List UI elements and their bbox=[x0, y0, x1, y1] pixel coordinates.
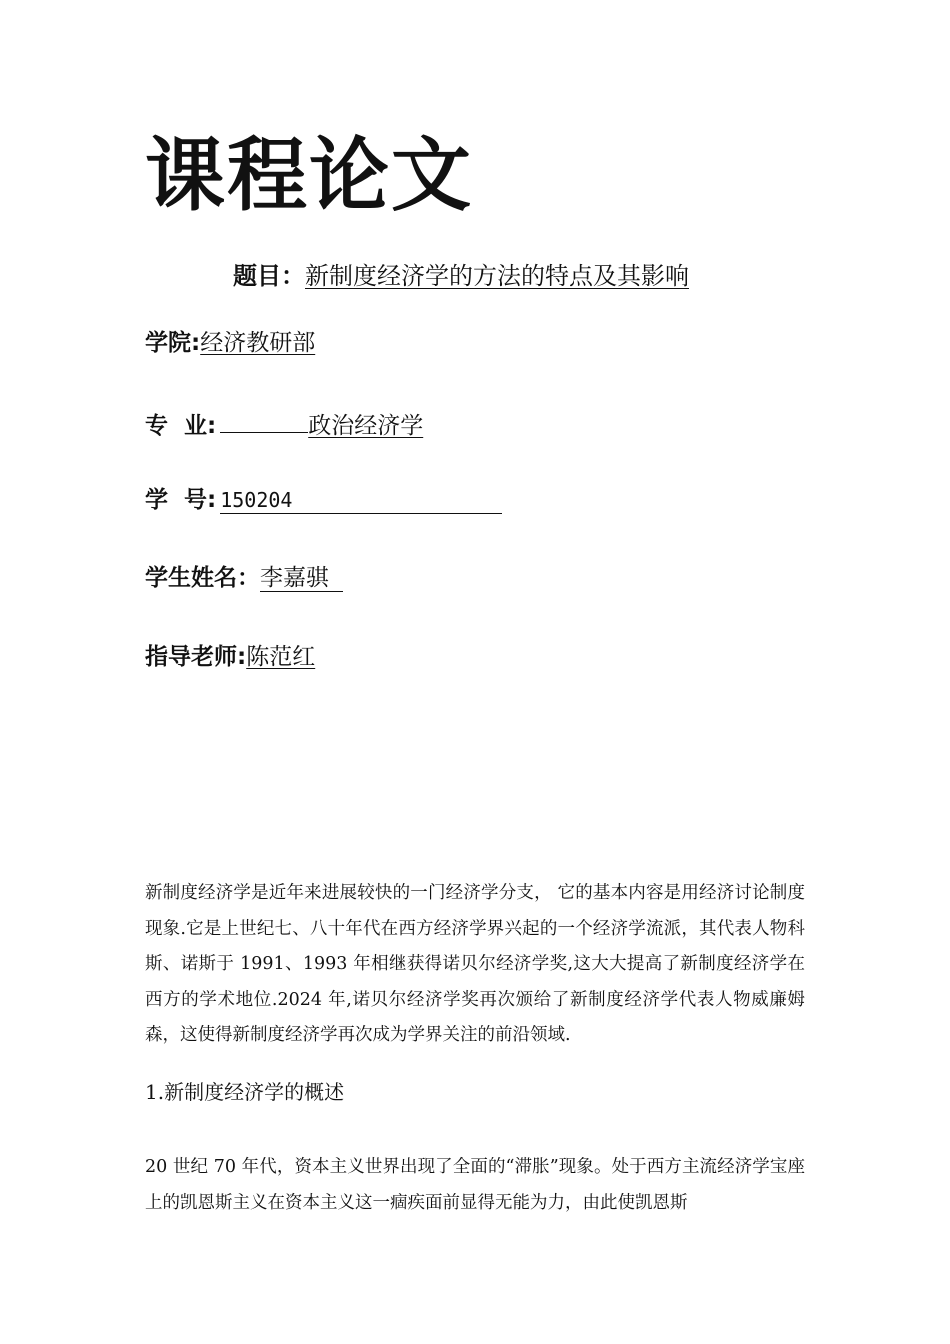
topic-value: 新制度经济学的方法的特点及其影响 bbox=[305, 262, 689, 290]
college-value: 经济教研部 bbox=[200, 330, 316, 356]
major-row bbox=[145, 406, 423, 442]
major-blank-underline bbox=[220, 406, 308, 433]
student-id-label: 学 号: bbox=[145, 487, 217, 513]
document-title: 课程论文 bbox=[145, 129, 473, 222]
advisor-label: 指导老师: bbox=[145, 644, 247, 670]
student-name-value: 李嘉骐 bbox=[260, 565, 343, 592]
college-label: 学院: bbox=[145, 330, 201, 356]
body-paragraph-2: 20 世纪 70 年代，资本主义世界出现了全面的“滞胀”现象。处于西方主流经济学宝座上的凯恩斯主义在资本主义这一痼疾面前显得无能为力，由此使凯恩斯 bbox=[145, 1157, 805, 1213]
body-paragraph-1: 新制度经济学是近年来进展较快的一门经济学分支， 它的基本内容是用经济讨论制度现象.它是上世纪七、八十年代在西方经济学界兴起的一个经济学流派，其代表人物科斯、诺斯于 1991、1993 年相继获得诺贝尔经济学奖,这大大提高了新制度经济学在西方的学术地位.2024 年,诺贝尔经济学奖再次颁给了新制度经济学代表人物威廉姆森，这使得新制度经济学再次成为学界关注的前沿领域. bbox=[145, 883, 805, 1045]
student-name-label: 学生姓名： bbox=[145, 565, 260, 591]
student-id-row bbox=[145, 484, 502, 516]
topic-line bbox=[233, 259, 689, 293]
student-id-value: 150204 bbox=[220, 487, 502, 514]
major-value: 政治经济学 bbox=[308, 413, 424, 439]
advisor-row bbox=[145, 641, 315, 673]
section-heading-1: 1.新制度经济学的概述 bbox=[145, 1080, 345, 1104]
topic-label: 题目： bbox=[233, 262, 305, 290]
student-name-row bbox=[145, 562, 343, 594]
advisor-value: 陈范红 bbox=[246, 644, 316, 670]
major-label: 专 业: bbox=[145, 413, 217, 439]
college-row bbox=[145, 327, 315, 359]
